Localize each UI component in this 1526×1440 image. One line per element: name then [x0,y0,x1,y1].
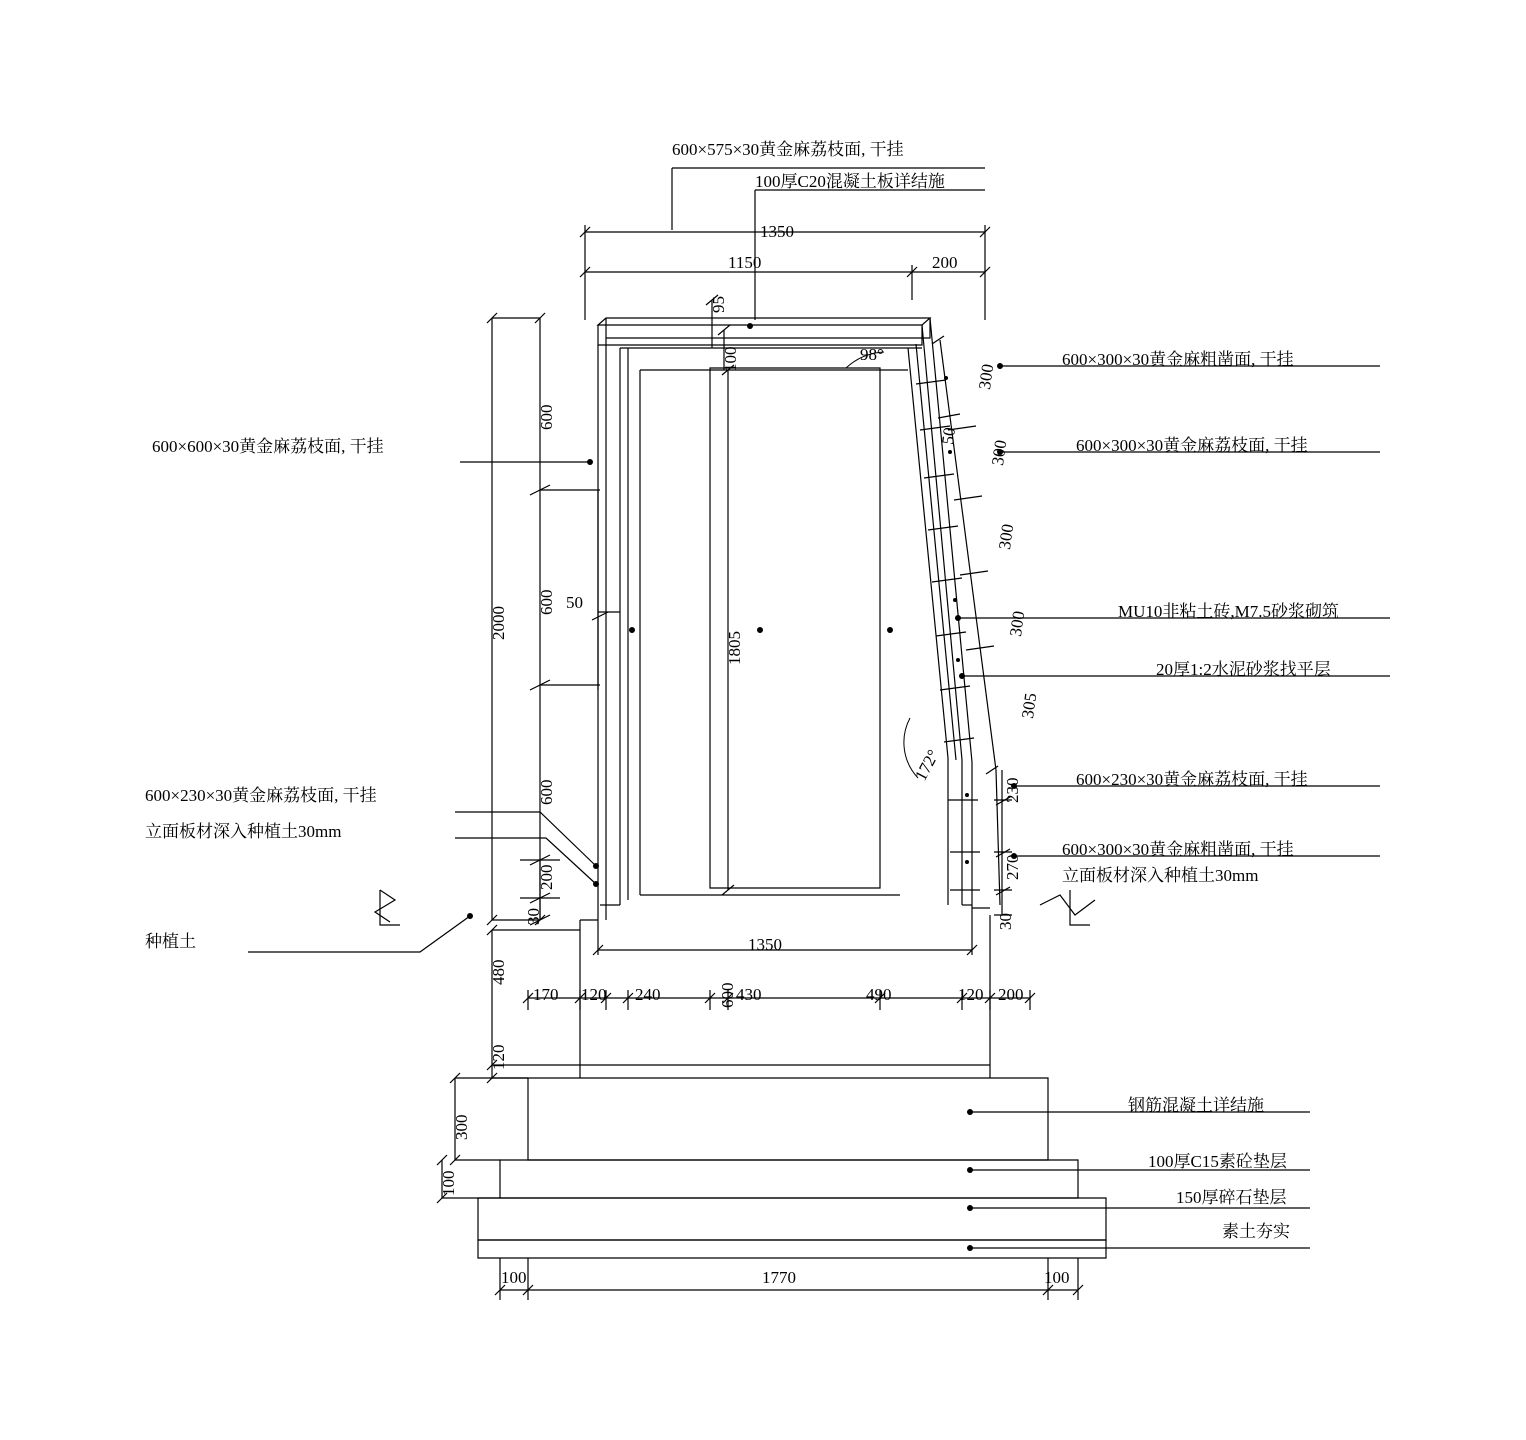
dim-chain-170: 170 [533,985,559,1004]
angle-mid-172: 172° [911,746,943,784]
dim-base-right-100: 100 [1044,1268,1070,1287]
dim-top-left: 1150 [728,253,762,272]
dim-right-305: 305 [1018,691,1041,720]
dim-left-480: 480 [489,959,508,985]
note-right-5: 600×230×30黄金麻荔枝面, 干挂 [1076,770,1308,789]
note-right-4: 20厚1:2水泥砂浆找平层 [1156,660,1331,679]
dim-right-270: 270 [1003,854,1022,880]
note-right-6: 600×300×30黄金麻粗凿面, 干挂 [1062,840,1294,859]
note-top-1: 600×575×30黄金麻荔枝面, 干挂 [672,140,904,159]
note-foundation-3: 150厚碎石垫层 [1176,1188,1287,1207]
dim-mid-1350: 1350 [748,935,782,954]
note-left-1: 600×600×30黄金麻荔枝面, 干挂 [152,437,384,456]
dim-inner-1805: 1805 [725,631,744,665]
dim-left-600-a: 600 [537,404,556,430]
dim-chain-120: 120 [581,985,607,1004]
note-left-2: 600×230×30黄金麻荔枝面, 干挂 [145,786,377,805]
note-top-2: 100厚C20混凝土板详结施 [755,172,945,191]
dim-left-total-2000: 2000 [489,606,508,640]
note-right-2: 600×300×30黄金麻荔枝面, 干挂 [1076,436,1308,455]
note-foundation-4: 素土夯实 [1222,1222,1290,1241]
dim-inner-100: 100 [721,346,740,372]
dim-base-left-100: 100 [501,1268,527,1287]
note-right-3: MU10非粘土砖,M7.5砂浆砌筑 [1118,602,1340,621]
dim-chain-240: 240 [635,985,661,1004]
note-foundation-1: 钢筋混凝土详结施 [1128,1096,1264,1115]
dim-chain-200: 200 [998,985,1024,1004]
dim-right-30: 30 [996,913,1015,930]
dim-chain-430: 430 [736,985,762,1004]
dim-inner-95: 95 [709,296,728,313]
dim-left-120: 120 [489,1044,508,1070]
dim-footing-300: 300 [452,1114,471,1140]
dim-base-1770: 1770 [762,1268,796,1287]
dim-chain-490: 490 [866,985,892,1004]
dim-left-50: 50 [566,593,583,612]
dim-footing-100: 100 [439,1170,458,1196]
dim-left-600-b: 600 [537,589,556,615]
dim-chain-120b: 120 [958,985,984,1004]
dim-right-300-b: 300 [988,438,1011,467]
note-left-4: 种植土 [145,932,196,951]
dim-chain-600: 600 [718,982,737,1008]
note-right-7: 立面板材深入种植土30mm [1062,866,1259,885]
dim-left-600-c: 600 [537,779,556,805]
dim-left-30: 30 [524,908,543,925]
dim-top-right: 200 [932,253,958,272]
angle-top-98: 98° [860,345,884,364]
dim-left-200: 200 [537,864,556,890]
dim-right-300-c: 300 [995,522,1018,551]
dim-right-300-d: 300 [1006,609,1029,638]
note-right-1: 600×300×30黄金麻粗凿面, 干挂 [1062,350,1294,369]
dim-right-50: 50 [938,426,960,446]
note-left-3: 立面板材深入种植土30mm [145,822,342,841]
dim-right-230: 230 [1003,777,1022,803]
dim-right-300-a: 300 [975,362,998,391]
note-foundation-2: 100厚C15素砼垫层 [1148,1152,1287,1171]
dim-top-overall: 1350 [760,222,794,241]
